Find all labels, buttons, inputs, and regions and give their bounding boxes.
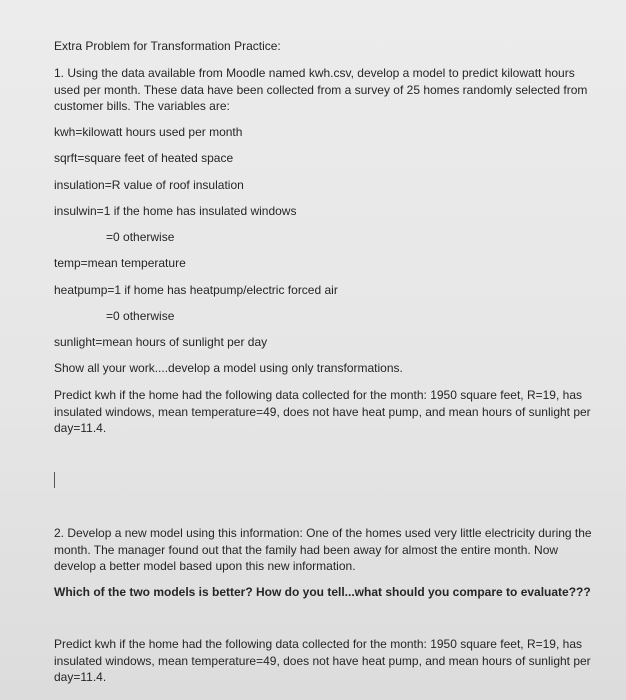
document-heading: Extra Problem for Transformation Practice: <box>54 39 281 53</box>
problem2-intro: 2. Develop a new model using this information: One of the homes used very little electricity during the month. The manager found out that the family had been away for almost the entire month. Now develop a better model based upon this new information. <box>54 526 592 573</box>
problem1-instruction: Show all your work....develop a model using only transformations. <box>54 361 403 375</box>
variable-sunlight: sunlight=mean hours of sunlight per day <box>54 335 268 349</box>
variable-heatpump-otherwise: =0 otherwise <box>106 309 175 323</box>
problem1-predict: Predict kwh if the home had the following data collected for the month: 1950 square feet, R=19, has insulated windows, mean temperature=49, does not have heat pump, and mean hours of sunlight per day=11.4. <box>54 388 591 435</box>
variable-heatpump: heatpump=1 if home has heatpump/electric forced air <box>54 283 338 297</box>
variable-kwh: kwh=kilowatt hours used per month <box>54 125 243 139</box>
problem1-intro: 1. Using the data available from Moodle named kwh.csv, develop a model to predict kilowatt hours used per month. These data have been collected from a survey of 25 homes randomly selected from customer bills. The variables are: <box>54 66 588 113</box>
variable-insulwin: insulwin=1 if the home has insulated windows <box>54 204 297 218</box>
variable-insulation: insulation=R value of roof insulation <box>54 178 244 192</box>
variable-sqrft: sqrft=square feet of heated space <box>54 151 234 165</box>
text-cursor <box>54 472 55 488</box>
variable-insulwin-otherwise: =0 otherwise <box>106 230 175 244</box>
problem2-question: Which of the two models is better? How do you tell...what should you compare to evaluate??? <box>54 585 591 599</box>
variable-temp: temp=mean temperature <box>54 256 186 270</box>
problem2-predict: Predict kwh if the home had the following data collected for the month: 1950 square feet, R=19, has insulated windows, mean temperature=49, does not have heat pump, and mean hours of sunlight per day=11.4. <box>54 637 591 684</box>
